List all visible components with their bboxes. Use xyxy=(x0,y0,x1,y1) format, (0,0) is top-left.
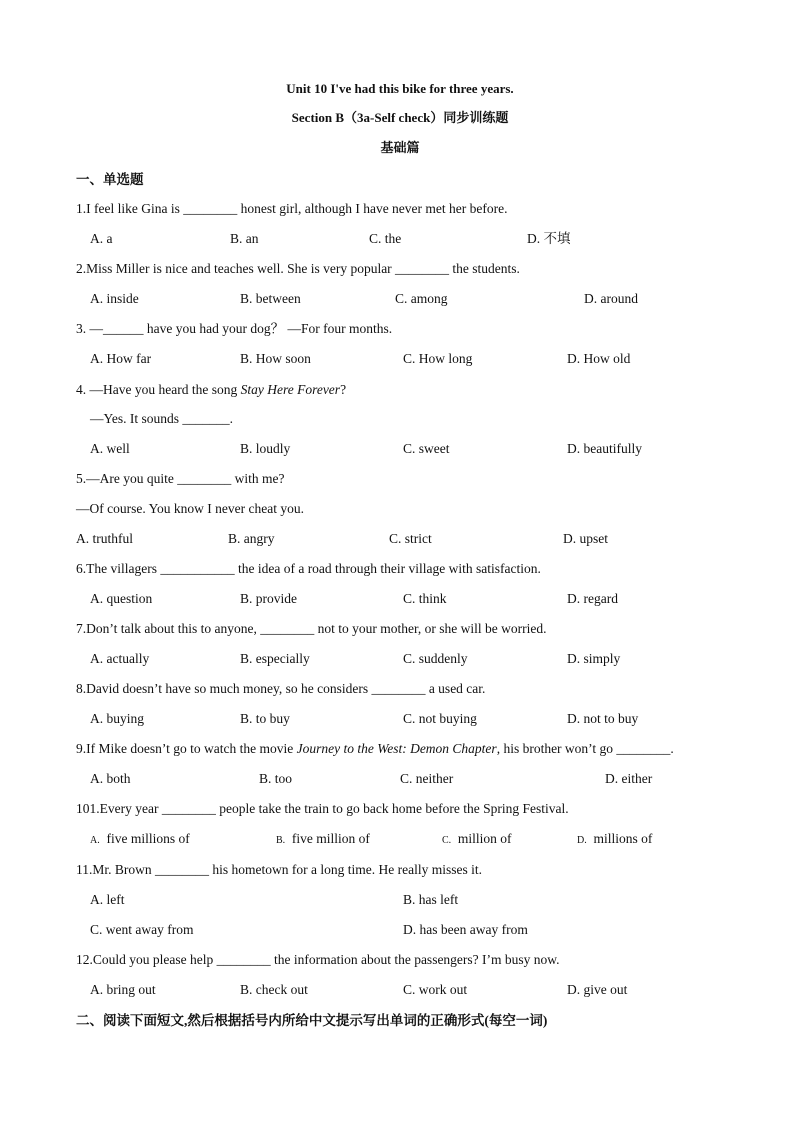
question-5: 5.—Are you quite ________ with me? xyxy=(76,471,285,486)
option-7b: B. especially xyxy=(240,651,310,666)
option-text: millions of xyxy=(593,831,653,846)
option-12c: C. work out xyxy=(403,982,468,997)
question-12: 12.Could you please help ________ the information about the passengers? I’m busy now. xyxy=(76,952,560,967)
part1-heading: 一、单选题 xyxy=(76,172,144,187)
question-4 xyxy=(76,382,346,398)
option-11b: B. has left xyxy=(403,892,459,907)
option-8c: C. not buying xyxy=(403,711,477,726)
option-9a: A. both xyxy=(90,771,131,786)
question-4-reply: —Yes. It sounds _______. xyxy=(90,411,234,426)
option-5c: C. strict xyxy=(389,531,432,546)
question-4-end: ? xyxy=(340,382,347,397)
question-1: 1.I feel like Gina is ________ honest girl, although I have never met her before. xyxy=(76,201,508,216)
option-4a: A. well xyxy=(90,441,130,456)
question-2: 2.Miss Miller is nice and teaches well. She is very popular ________ the students. xyxy=(76,261,520,276)
option-3d: D. How old xyxy=(567,351,631,366)
option-3a: A. How far xyxy=(90,351,152,366)
question-8: 8.David doesn’t have so much money, so he considers ________ a used car. xyxy=(76,681,486,696)
option-2b: B. between xyxy=(240,291,301,306)
question-10: 101.Every year ________ people take the train to go back home before the Spring Festival. xyxy=(76,801,569,816)
option-12b: B. check out xyxy=(240,982,308,997)
option-4c: C. sweet xyxy=(403,441,450,456)
option-letter: A. xyxy=(90,835,100,846)
option-letter: D. xyxy=(577,835,587,846)
option-1b: B. an xyxy=(230,231,259,246)
option-4d: D. beautifully xyxy=(567,441,642,456)
option-10d xyxy=(577,831,652,849)
option-text: million of xyxy=(457,831,512,846)
part2-heading: 二、阅读下面短文,然后根据括号内所给中文提示写出单词的正确形式(每空一词) xyxy=(76,1013,548,1028)
question-6: 6.The villagers ___________ the idea of a road through their village with satisfaction. xyxy=(76,561,541,576)
option-3b: B. How soon xyxy=(240,351,311,366)
section-title: Section B（3a-Self check）同步训练题 xyxy=(291,110,509,125)
option-6a: A. question xyxy=(90,591,153,606)
option-11d: D. has been away from xyxy=(403,922,528,937)
option-9b: B. too xyxy=(259,771,293,786)
question-9 xyxy=(76,741,674,757)
option-2d: D. around xyxy=(584,291,638,306)
option-9d: D. either xyxy=(605,771,653,786)
option-8a: A. buying xyxy=(90,711,144,726)
option-2c: C. among xyxy=(395,291,448,306)
option-8b: B. to buy xyxy=(240,711,290,726)
option-letter: B. xyxy=(276,835,286,846)
option-6d: D. regard xyxy=(567,591,618,606)
question-7: 7.Don’t talk about this to anyone, ________ not to your mother, or she will be worried. xyxy=(76,621,547,636)
option-text: five million of xyxy=(291,831,370,846)
option-11a: A. left xyxy=(90,892,125,907)
option-6c: C. think xyxy=(403,591,447,606)
option-1c: C. the xyxy=(369,231,402,246)
song-title: Stay Here Forever xyxy=(240,382,341,397)
option-2a: A. inside xyxy=(90,291,139,306)
option-4b: B. loudly xyxy=(240,441,291,456)
question-3: 3. —______ have you had your dog？ —For four months. xyxy=(76,321,393,336)
page-title: Unit 10 I've had this bike for three years. xyxy=(286,81,514,96)
option-10b xyxy=(276,831,370,849)
option-5d: D. upset xyxy=(563,531,608,546)
option-7c: C. suddenly xyxy=(403,651,468,666)
question-9-text: 9.If Mike doesn’t go to watch the movie xyxy=(76,741,297,756)
option-9c: C. neither xyxy=(400,771,454,786)
question-5-reply: —Of course. You know I never cheat you. xyxy=(76,501,304,516)
question-4-text: 4. —Have you heard the song xyxy=(76,382,241,397)
level-title: 基础篇 xyxy=(380,140,420,155)
option-10c xyxy=(442,831,512,849)
option-1a: A. a xyxy=(90,231,113,246)
option-7d: D. simply xyxy=(567,651,621,666)
question-9-end: , his brother won’t go ________. xyxy=(496,741,674,756)
option-text: five millions of xyxy=(106,831,190,846)
option-6b: B. provide xyxy=(240,591,297,606)
option-5b: B. angry xyxy=(228,531,275,546)
option-12d: D. give out xyxy=(567,982,628,997)
question-11: 11.Mr. Brown ________ his hometown for a long time. He really misses it. xyxy=(76,862,482,877)
option-11c: C. went away from xyxy=(90,922,194,937)
option-12a: A. bring out xyxy=(90,982,156,997)
option-1d: D. 不填 xyxy=(527,231,571,246)
option-3c: C. How long xyxy=(403,351,473,366)
option-5a: A. truthful xyxy=(76,531,133,546)
option-7a: A. actually xyxy=(90,651,150,666)
option-10a xyxy=(90,831,190,849)
option-8d: D. not to buy xyxy=(567,711,639,726)
movie-title: Journey to the West: Demon Chapter xyxy=(296,741,497,756)
option-letter: C. xyxy=(442,835,452,846)
